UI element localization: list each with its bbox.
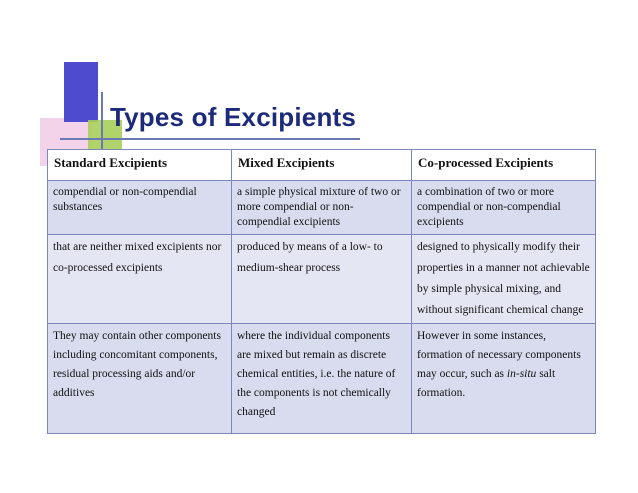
table-row [48, 181, 596, 235]
table-cell: compendial or non-compendial substances [48, 181, 232, 235]
excipients-table [47, 149, 596, 434]
table-cell: a simple physical mixture of two or more compendial or non-compendial excipients [232, 181, 412, 235]
table-cell: where the individual components are mixed but remain as discrete chemical entities, i.e. the nature of the components is not chemically changed [232, 324, 412, 434]
table-cell: produced by means of a low- to medium-shear process [232, 235, 412, 324]
table-cell: a combination of two or more compendial or non-compendial excipients [412, 181, 596, 235]
slide-title: Types of Excipients [110, 102, 357, 132]
table-cell-salt-formation [412, 324, 596, 434]
table-cell: designed to physically modify their properties in a manner not achievable by simple physical mixing, and without significant chemical change [412, 235, 596, 324]
cell-text-before: However in some instances, formation of necessary components may occur, such as [417, 330, 581, 380]
table-row [48, 235, 596, 324]
header-mixed-excipients: Mixed Excipients [232, 150, 412, 181]
table-cell: They may contain other components including concomitant components, residual processing aids and/or additives [48, 324, 232, 434]
decorative-horizontal-line [60, 138, 360, 140]
cell-text-after: salt formation. [417, 368, 556, 399]
table-header-row [48, 150, 596, 181]
decorative-blue-square [64, 62, 98, 122]
header-co-processed-excipients: Co-processed Excipients [412, 150, 596, 181]
table-cell: that are neither mixed excipients nor co-processed excipients [48, 235, 232, 324]
header-standard-excipients: Standard Excipients [48, 150, 232, 181]
table-row [48, 324, 596, 434]
cell-text-italic: in-situ [506, 368, 537, 380]
